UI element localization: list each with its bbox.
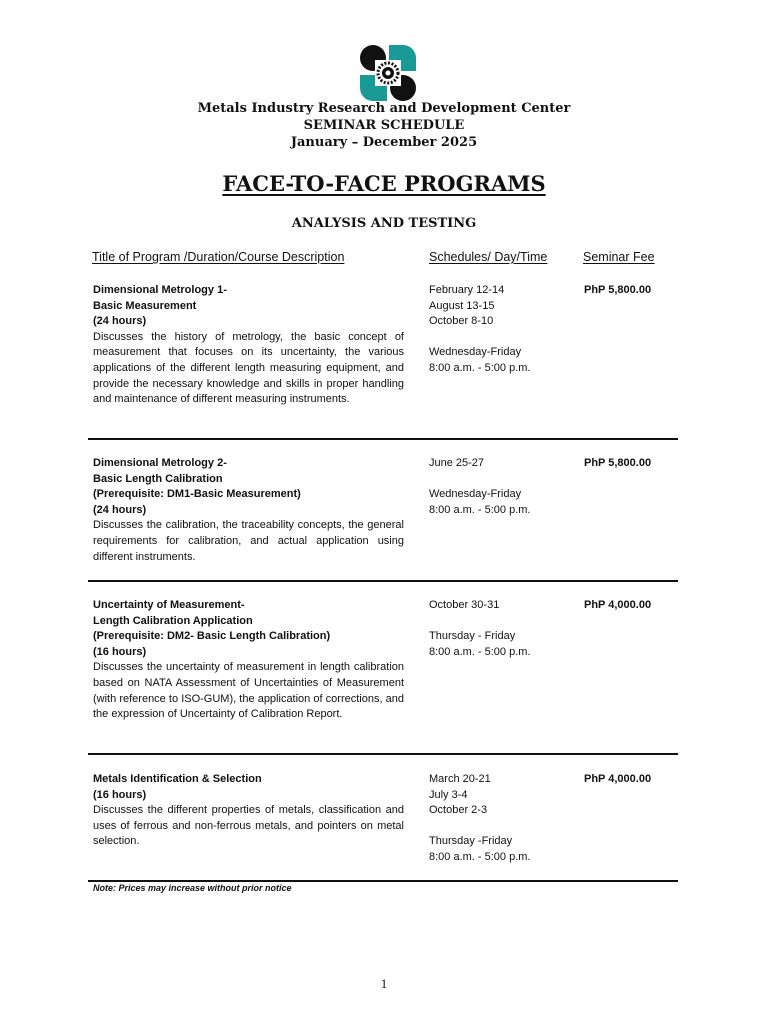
schedule-date: March 20-21	[429, 773, 491, 785]
program-duration: (24 hours)	[93, 315, 147, 328]
schedule-date: June 25-27	[429, 457, 485, 469]
program-description-cell	[93, 772, 404, 850]
row-divider	[88, 580, 678, 582]
program-title: Metals Identification & Selection	[93, 773, 262, 785]
program-title: Basic Measurement	[93, 299, 197, 312]
column-header-fee: Seminar Fee	[583, 250, 655, 264]
schedule-date: February 12-14	[429, 284, 505, 296]
program-description: Discusses the different properties of metals, classification and uses of ferrous and non-ferrous metals, and pointers on metal selection.	[93, 804, 404, 848]
page-title: FACE-TO-FACE PROGRAMS	[222, 171, 546, 196]
program-prerequisite: (Prerequisite: DM1-Basic Measurement)	[93, 488, 301, 501]
program-schedule	[429, 283, 569, 377]
program-schedule	[429, 598, 569, 660]
org-name: Metals Industry Research and Development Center	[197, 101, 571, 116]
mirdc-logo	[359, 44, 417, 102]
program-description-cell	[93, 456, 404, 565]
row-divider	[88, 438, 678, 440]
schedule-time: 8:00 a.m. - 5:00 p.m.	[429, 645, 531, 658]
schedule-time: 8:00 a.m. - 5:00 p.m.	[429, 850, 531, 863]
program-title: Uncertainty of Measurement-	[93, 599, 245, 611]
program-description: Discusses the history of metrology, the basic concept of measurement that focuses on its uncertainty, the various applications of the different length measuring equipment, and provide the necessary knowledge and skills in proper handling and maintenance of different measuring instruments.	[93, 330, 404, 406]
program-duration: (16 hours)	[93, 645, 147, 658]
schedule-time: 8:00 a.m. - 5:00 p.m.	[429, 503, 531, 516]
schedule-days: Wednesday-Friday	[429, 488, 522, 501]
program-fee: PhP 5,800.00	[584, 284, 652, 296]
schedule-date: October 30-31	[429, 599, 500, 611]
column-header-title: Title of Program /Duration/Course Description	[92, 250, 345, 264]
program-description: Discusses the uncertainty of measurement in length calibration based on NATA Assessment of Uncertainties of Measurement (with reference to ISO-GUM), the application of corrections, and the expression of Uncertainty of Calibration Report.	[93, 661, 404, 721]
schedule-days: Wednesday-Friday	[429, 346, 522, 359]
program-title: Dimensional Metrology 1-	[93, 284, 227, 296]
row-divider	[88, 880, 678, 882]
program-prerequisite: (Prerequisite: DM2- Basic Length Calibration)	[93, 630, 331, 643]
column-header-schedule: Schedules/ Day/Time	[429, 250, 548, 264]
schedule-title: SEMINAR SCHEDULE	[303, 118, 465, 133]
program-title: Basic Length Calibration	[93, 472, 223, 485]
program-schedule	[429, 772, 569, 866]
schedule-days: Thursday - Friday	[429, 630, 516, 643]
program-duration: (16 hours)	[93, 788, 147, 801]
category-heading: ANALYSIS AND TESTING	[291, 216, 477, 231]
program-description: Discusses the calibration, the traceability concepts, the general requirements for calibration, and actual application using different instruments.	[93, 519, 404, 563]
date-range: January – December 2025	[290, 135, 478, 150]
program-description-cell	[93, 283, 404, 408]
program-fee: PhP 4,000.00	[584, 599, 652, 611]
program-schedule	[429, 456, 569, 518]
row-divider	[88, 753, 678, 755]
program-fee: PhP 4,000.00	[584, 773, 652, 785]
schedule-time: 8:00 a.m. - 5:00 p.m.	[429, 361, 531, 374]
program-duration: (24 hours)	[93, 503, 147, 516]
price-note: Note: Prices may increase without prior notice	[93, 883, 292, 893]
page-number: 1	[380, 976, 388, 991]
program-title: Length Calibration Application	[93, 614, 253, 627]
schedule-date: July 3-4	[429, 788, 468, 801]
schedule-date: August 13-15	[429, 299, 495, 312]
program-title: Dimensional Metrology 2-	[93, 457, 227, 469]
program-fee: PhP 5,800.00	[584, 457, 652, 469]
schedule-days: Thursday -Friday	[429, 835, 513, 848]
program-description-cell	[93, 598, 404, 723]
schedule-date: October 8-10	[429, 315, 494, 328]
schedule-date: October 2-3	[429, 804, 488, 817]
